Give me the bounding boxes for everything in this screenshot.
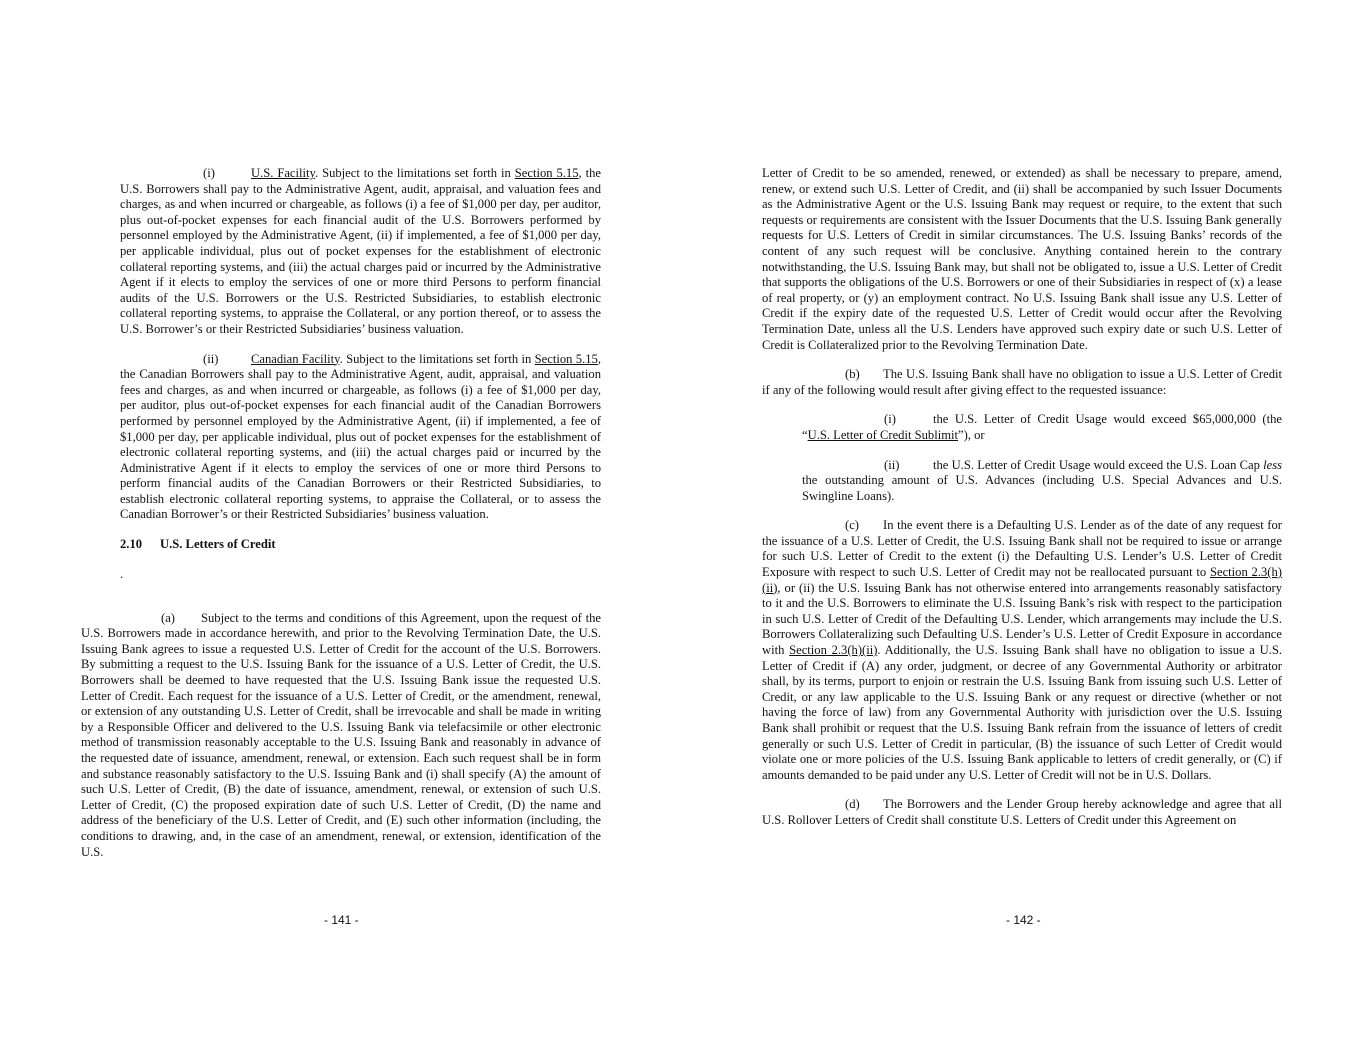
defined-term: U.S. Letter of Credit Sublimit <box>807 427 959 442</box>
clause-text: . Subject to the limitations set forth in <box>315 166 515 180</box>
clause-text: In the event there is a Defaulting U.S. Lender as of the date of any request for the issuance of a U.S. Letter of Credit, the U.S. Issuing Bank shall not be required to issue or arrange for such U.S. Letter of Credit to the extent (i) the Defaulting U.S. Lender’s U.S. Letter of Credit Exposure with respect to such U.S. Letter of Credit may not be reallocated pursuant to <box>762 518 1282 580</box>
paragraph-d <box>762 797 1282 828</box>
clause-text: the outstanding amount of U.S. Advances (including U.S. Special Advances and U.S. Swingline Loans). <box>802 473 1282 503</box>
page-142 <box>762 166 1282 843</box>
italic-term: less <box>1263 457 1282 472</box>
clause-title: Canadian Facility <box>251 351 340 366</box>
clause-number: (c) <box>845 518 859 533</box>
clause-number: (b) <box>845 367 860 382</box>
clause-number: (d) <box>845 797 860 812</box>
clause-text: the U.S. Letter of Credit Usage would exceed the U.S. Loan Cap <box>933 457 1264 472</box>
clause-text: ”), or <box>958 427 985 442</box>
section-heading <box>120 537 601 553</box>
clause-text: . Subject to the limitations set forth in <box>339 351 535 366</box>
paragraph-c <box>762 518 1282 783</box>
section-reference: Section 5.15 <box>514 166 579 180</box>
paragraph-b <box>762 367 1282 398</box>
page-141 <box>81 166 601 874</box>
section-title: U.S. Letters of Credit <box>160 537 276 552</box>
clause-text: the U.S. Letter of Credit Usage would exceed $65,000,000 (the “ <box>802 412 1282 442</box>
paragraph-canadian-facility <box>120 352 601 524</box>
section-reference: Section 5.15 <box>534 351 598 366</box>
clause-text: , or (ii) the U.S. Issuing Bank has not otherwise entered into arrangements reasonably satisfactory to it and the U.S. Borrowers to eliminate the U.S. Issuing Bank’s risk with respect to the participation in such U.S. Letter of Credit of the Defaulting U.S. Lender, which arrangements may include the U.S. Borrowers Collateralizing such Defaulting U.S. Lender’s U.S. Letter of Credit Exposure in accordance with <box>762 580 1282 658</box>
clause-text: , the Canadian Borrowers shall pay to the Administrative Agent, audit, appraisal, and valuation fees and charges, as and when incurred or chargeable, as follows (i) a fee of $1,000 per day, per auditor, plus out-of-pocket expenses for each financial audit of the Canadian Borrowers performed by personnel employed by the Administrative Agent, (ii) if implemented, a fee of $1,000 per day, per applicable individual, plus out of pocket expenses for the establishment of electronic collateral reporting systems, and (iii) the actual charges paid or incurred by the Administrative Agent if it elects to employ the services of one or more third Persons to perform financial audits of the Canadian Borrowers or their Restricted Subsidiaries, to establish electronic collateral reporting systems, to appraise the Collateral, or to assess the Canadian Borrower’s or their Restricted Subsidiaries’ business valuation. <box>120 351 601 522</box>
clause-title: U.S. Facility <box>251 166 315 180</box>
section-reference: Section 2.3(h)(ii) <box>762 565 1282 595</box>
paragraph-us-facility <box>120 166 601 338</box>
paragraph-continuation: Letter of Credit to be so amended, renewed, or extended) as shall be necessary to prepare, amend, renew, or extend such U.S. Letter of Credit, and (ii) shall be accompanied by such Issuer Documents as the Administrative Agent or the U.S. Issuing Bank may request or require, to the extent that such requests or requirements are consistent with the Issuer Documents that the U.S. Issuing Bank generally requests for U.S. Letters of Credit in similar circumstances. The U.S. Issuing Banks’ records of the content of any such request will be conclusive. Anything contained herein to the contrary notwithstanding, the U.S. Issuing Bank may, but shall not be obligated to, issue a U.S. Letter of Credit that supports the obligations of the U.S. Borrowers or one of their Subsidiaries in respect of (x) a lease of real property, or (y) an employment contract. No U.S. Issuing Bank shall issue any U.S. Letter of Credit if the expiry date of the requested U.S. Letter of Credit would occur after the Revolving Termination Date, unless all the U.S. Lenders have approved such expiry date or such U.S. Letter of Credit is Collateralized prior to the Revolving Termination Date. <box>762 166 1282 352</box>
paragraph-a <box>81 611 601 861</box>
section-number: 2.10 <box>120 537 143 552</box>
clause-number: (i) <box>884 412 896 427</box>
page-number: - 141 - <box>324 913 359 927</box>
clause-number: (ii) <box>884 457 900 472</box>
subparagraph-i <box>802 412 1282 443</box>
clause-text: Subject to the terms and conditions of this Agreement, upon the request of the U.S. Borrowers made in accordance herewith, and prior to the Revolving Termination Date, the U.S. Issuing Bank agrees to issue a requested U.S. Letter of Credit for the account of the U.S. Borrowers. By submitting a request to the U.S. Issuing Bank for the issuance of a U.S. Letter of Credit, the U.S. Borrowers shall be deemed to have requested that the U.S. Issuing Bank issue the requested U.S. Letter of Credit. Each request for the issuance of a U.S. Letter of Credit, or the amendment, renewal, or extension of any outstanding U.S. Letter of Credit, shall be irrevocable and shall be made in writing by a Responsible Officer and delivered to the U.S. Issuing Bank via telefacsimile or other electronic method of transmission reasonably acceptable to the U.S. Issuing Bank and reasonably in advance of the requested date of issuance, amendment, renewal, or extension. Each such request shall be in form and substance reasonably satisfactory to the U.S. Issuing Bank and (i) shall specify (A) the amount of such U.S. Letter of Credit, (B) the date of issuance, amendment, renewal, or extension of such U.S. Letter of Credit, (C) the proposed expiration date of such U.S. Letter of Credit, (D) the name and address of the beneficiary of the U.S. Letter of Credit, and (E) such other information (including, the conditions to drawing, and, in the case of an amendment, renewal, or extension, identification of the U.S. <box>81 610 601 859</box>
clause-number: (i) <box>203 166 215 180</box>
page-number: - 142 - <box>1006 913 1041 927</box>
clause-number: (ii) <box>203 351 219 366</box>
clause-text: , the U.S. Borrowers shall pay to the Administrative Agent, audit, appraisal, and valuation fees and charges, as and when incurred or chargeable, as follows (i) a fee of $1,000 per day, per auditor, plus out-of-pocket expenses for each financial audit of the U.S. Borrowers performed by personnel employed by the Administrative Agent, (ii) if implemented, a fee of $1,000 per day, per applicable individual, plus out of pocket expenses for the establishment of electronic collateral reporting systems, and (iii) the actual charges paid or incurred by the Administrative Agent if it elects to employ the services of one or more third Persons to perform financial audits of the U.S. Borrowers or the U.S. Restricted Subsidiaries, to establish electronic collateral reporting systems, to appraise the Collateral, or any portion thereof, or to assess the U.S. Borrower’s or their Restricted Subsidiaries’ business valuation. <box>120 166 602 336</box>
clause-text: The U.S. Issuing Bank shall have no obligation to issue a U.S. Letter of Credit if any of the following would result after giving effect to the requested issuance: <box>762 367 1282 397</box>
subparagraph-ii <box>802 458 1282 505</box>
clause-text: The Borrowers and the Lender Group hereby acknowledge and agree that all U.S. Rollover Letters of Credit shall constitute U.S. Letters of Credit under this Agreement on <box>762 797 1282 827</box>
stray-dot: . <box>120 566 124 581</box>
clause-text: . Additionally, the U.S. Issuing Bank shall have no obligation to issue a U.S. Letter of Credit if (A) any order, judgment, or decree of any Governmental Authority or arbitrator shall, by its terms, purport to enjoin or restrain the U.S. Issuing Bank from issuing such U.S. Letter of Credit, or any law applicable to the U.S. Issuing Bank or any request or directive (whether or not having the force of law) from any Governmental Authority with jurisdiction over the U.S. Issuing Bank shall prohibit or request that the U.S. Issuing Bank refrain from the issuance of letters of credit generally or such U.S. Letter of Credit in particular, (B) the issuance of such Letter of Credit would violate one or more policies of the U.S. Issuing Bank applicable to letters of credit generally, or (C) if amounts demanded to be paid under any U.S. Letter of Credit will not be in U.S. Dollars. <box>762 643 1282 782</box>
clause-number: (a) <box>161 610 175 625</box>
section-reference: Section 2.3(h)(ii) <box>789 643 878 658</box>
